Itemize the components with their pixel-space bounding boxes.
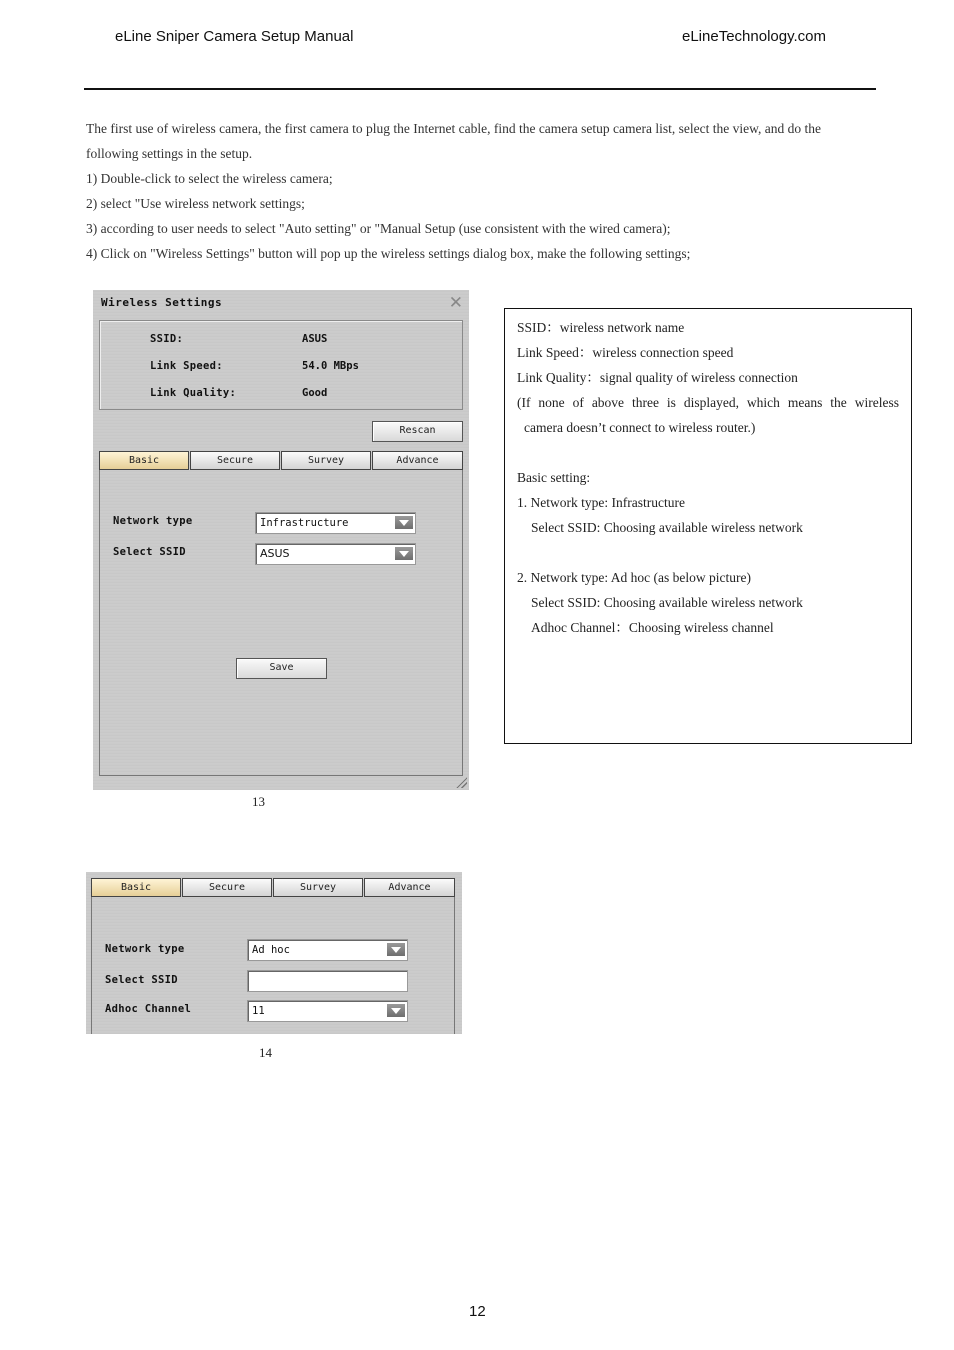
tab-advance[interactable]: Advance	[364, 878, 455, 897]
intro-step-3: 3) according to user needs to select "Auto setting" or "Manual Setup (use consistent with the wired camera);	[86, 221, 671, 236]
note-not-connected: camera doesn’t connect to wireless router.)	[524, 420, 756, 435]
header-website: eLineTechnology.com	[682, 28, 826, 45]
network-type-value: Infrastructure	[260, 517, 349, 529]
note-select-ssid-1: Select SSID: Choosing available wireless network	[531, 520, 803, 535]
chevron-down-icon[interactable]	[395, 516, 413, 529]
tab-survey[interactable]: Survey	[281, 451, 371, 470]
network-type-label: Network type	[113, 515, 193, 527]
notes-box	[504, 308, 912, 744]
link-quality-label: Link Quality:	[150, 387, 237, 399]
tab-survey[interactable]: Survey	[273, 878, 363, 897]
note-adhoc-channel: Adhoc Channel：Choosing wireless channel	[531, 620, 774, 635]
resize-grip-icon[interactable]	[455, 776, 467, 788]
note-link-speed: Link Speed：wireless connection speed	[517, 345, 734, 360]
adhoc-channel-value: 11	[252, 1005, 265, 1017]
select-ssid-label: Select SSID	[113, 546, 186, 558]
select-ssid-select[interactable]	[255, 543, 416, 565]
link-speed-label: Link Speed:	[150, 360, 223, 372]
close-icon[interactable]: ✕	[448, 293, 463, 313]
ssid-value: ASUS	[302, 333, 328, 345]
network-type-label: Network type	[105, 943, 185, 955]
figure-caption-14: 14	[259, 1045, 272, 1060]
rescan-button[interactable]: Rescan	[372, 421, 463, 442]
select-ssid-label: Select SSID	[105, 974, 178, 986]
intro-text	[86, 116, 876, 266]
tab-secure[interactable]: Secure	[182, 878, 272, 897]
dialog-title: Wireless Settings	[101, 296, 223, 309]
network-type-select[interactable]	[255, 512, 416, 534]
adhoc-channel-select[interactable]	[247, 1000, 408, 1022]
figure-caption-13: 13	[252, 794, 265, 809]
tab-secure[interactable]: Secure	[190, 451, 280, 470]
note-none-displayed: (If none of above three is displayed, which means the wireless	[517, 395, 899, 410]
note-spacer	[517, 540, 899, 565]
header-rule	[84, 88, 876, 90]
adhoc-settings-panel	[86, 872, 462, 1034]
intro-step-4: 4) Click on "Wireless Settings" button will pop up the wireless settings dialog box, make the following settings;	[86, 246, 691, 261]
note-basic-setting: Basic setting:	[517, 470, 591, 485]
link-quality-value: Good	[302, 387, 328, 399]
chevron-down-icon[interactable]	[387, 943, 405, 956]
ssid-label: SSID:	[150, 333, 184, 345]
intro-step-2: 2) select "Use wireless network settings;	[86, 196, 305, 211]
connection-info-box	[99, 320, 463, 410]
tab-basic[interactable]: Basic	[91, 878, 181, 897]
tab-advance[interactable]: Advance	[372, 451, 463, 470]
link-speed-value: 54.0 MBps	[302, 360, 359, 372]
chevron-down-icon[interactable]	[395, 547, 413, 560]
wireless-settings-dialog	[93, 290, 469, 790]
save-button[interactable]: Save	[236, 658, 327, 679]
note-ssid: SSID：wireless network name	[517, 320, 685, 335]
page-number: 12	[469, 1303, 486, 1320]
note-spacer	[517, 440, 899, 465]
intro-step-1: 1) Double-click to select the wireless camera;	[86, 171, 333, 186]
select-ssid-input[interactable]	[247, 970, 408, 992]
note-infrastructure: 1. Network type: Infrastructure	[517, 495, 685, 510]
network-type-select[interactable]	[247, 939, 408, 961]
header-title: eLine Sniper Camera Setup Manual	[115, 28, 354, 45]
note-select-ssid-2: Select SSID: Choosing available wireless network	[531, 595, 803, 610]
network-type-value: Ad hoc	[252, 944, 290, 956]
adhoc-channel-label: Adhoc Channel	[105, 1003, 192, 1015]
basic-tab-panel	[99, 470, 463, 776]
select-ssid-value: ASUS	[260, 547, 290, 560]
intro-paragraph: The first use of wireless camera, the first camera to plug the Internet cable, find the camera setup camera list, select the view, and do the following settings in the setup.	[86, 121, 821, 161]
note-adhoc: 2. Network type: Ad hoc (as below picture)	[517, 570, 751, 585]
chevron-down-icon[interactable]	[387, 1004, 405, 1017]
tab-basic[interactable]: Basic	[99, 451, 189, 470]
basic-tab-panel	[91, 897, 455, 1034]
note-link-quality: Link Quality：signal quality of wireless connection	[517, 370, 798, 385]
